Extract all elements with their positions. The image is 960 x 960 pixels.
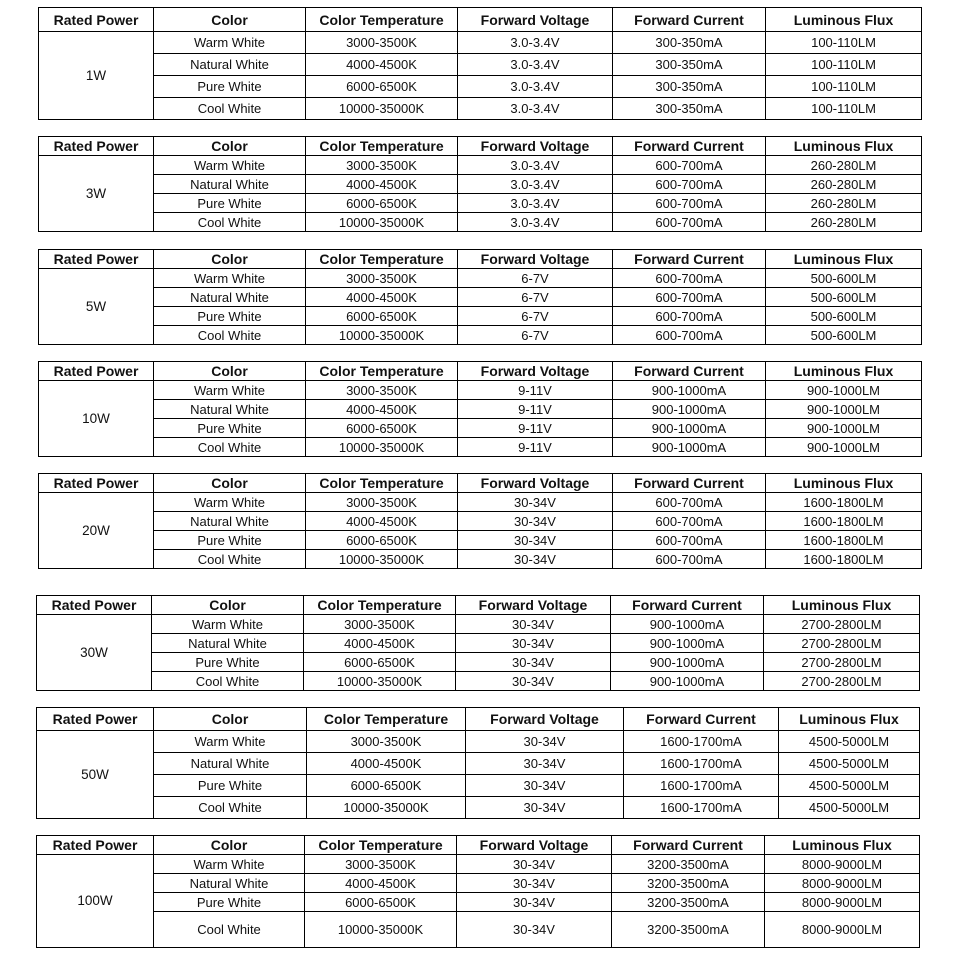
header-color: Color [154,474,306,493]
current-cell: 900-1000mA [613,381,766,400]
table-row [39,269,922,288]
header-rated-power: Rated Power [39,250,154,269]
header-color: Color [154,708,307,731]
current-cell: 300-350mA [613,98,766,120]
temperature-cell: 10000-35000K [306,98,458,120]
color-cell: Natural White [154,753,307,775]
flux-cell: 2700-2800LM [764,672,920,691]
table-row [39,550,922,569]
color-cell: Cool White [154,912,305,948]
table-row [37,893,920,912]
header-forward-current: Forward Current [612,836,765,855]
flux-cell: 1600-1800LM [766,493,922,512]
color-cell: Pure White [154,775,307,797]
table-row [39,381,922,400]
color-cell: Natural White [154,400,306,419]
header-color-temperature: Color Temperature [304,596,456,615]
table-row [37,753,920,775]
temperature-cell: 10000-35000K [306,438,458,457]
header-rated-power: Rated Power [39,137,154,156]
temperature-cell: 3000-3500K [306,493,458,512]
color-cell: Natural White [154,54,306,76]
table-row [39,194,922,213]
header-color: Color [152,596,304,615]
temperature-cell: 4000-4500K [306,175,458,194]
table-row [39,175,922,194]
color-cell: Cool White [154,438,306,457]
temperature-cell: 4000-4500K [306,400,458,419]
header-forward-voltage: Forward Voltage [457,836,612,855]
flux-cell: 1600-1800LM [766,550,922,569]
table-row [39,32,922,54]
color-cell: Pure White [154,194,306,213]
header-color: Color [154,836,305,855]
header-color-temperature: Color Temperature [306,137,458,156]
header-row [39,137,922,156]
header-row [39,474,922,493]
table-row [39,288,922,307]
color-cell: Warm White [154,855,305,874]
voltage-cell: 30-34V [458,531,613,550]
header-forward-voltage: Forward Voltage [458,137,613,156]
flux-cell: 8000-9000LM [765,893,920,912]
voltage-cell: 30-34V [457,912,612,948]
table-row [39,531,922,550]
color-cell: Warm White [154,381,306,400]
temperature-cell: 4000-4500K [306,512,458,531]
color-cell: Cool White [154,797,307,819]
current-cell: 900-1000mA [611,653,764,672]
header-luminous-flux: Luminous Flux [765,836,920,855]
table-row [39,438,922,457]
rated-power-cell: 5W [39,269,154,345]
flux-cell: 500-600LM [766,307,922,326]
temperature-cell: 3000-3500K [306,381,458,400]
temperature-cell: 6000-6500K [306,419,458,438]
flux-cell: 260-280LM [766,156,922,175]
rated-power-cell: 10W [39,381,154,457]
voltage-cell: 30-34V [457,874,612,893]
rated-power-cell: 30W [37,615,152,691]
current-cell: 3200-3500mA [612,855,765,874]
temperature-cell: 3000-3500K [304,615,456,634]
voltage-cell: 30-34V [456,634,611,653]
header-color: Color [154,362,306,381]
table-row [39,54,922,76]
flux-cell: 100-110LM [766,54,922,76]
voltage-cell: 30-34V [466,753,624,775]
header-color-temperature: Color Temperature [306,362,458,381]
temperature-cell: 3000-3500K [305,855,457,874]
color-cell: Warm White [154,269,306,288]
current-cell: 600-700mA [613,194,766,213]
current-cell: 3200-3500mA [612,874,765,893]
current-cell: 600-700mA [613,307,766,326]
flux-cell: 4500-5000LM [779,753,920,775]
color-cell: Pure White [154,419,306,438]
flux-cell: 100-110LM [766,76,922,98]
flux-cell: 8000-9000LM [765,874,920,893]
flux-cell: 500-600LM [766,269,922,288]
voltage-cell: 3.0-3.4V [458,194,613,213]
flux-cell: 2700-2800LM [764,615,920,634]
temperature-cell: 6000-6500K [305,893,457,912]
spec-table-1w [38,7,922,120]
header-row [39,362,922,381]
color-cell: Pure White [154,76,306,98]
header-luminous-flux: Luminous Flux [766,137,922,156]
spec-table-20w [38,473,922,569]
voltage-cell: 9-11V [458,381,613,400]
voltage-cell: 30-34V [456,672,611,691]
flux-cell: 100-110LM [766,98,922,120]
rated-power-cell: 50W [37,731,154,819]
header-forward-current: Forward Current [613,362,766,381]
flux-cell: 260-280LM [766,194,922,213]
flux-cell: 1600-1800LM [766,512,922,531]
header-color-temperature: Color Temperature [306,250,458,269]
rated-power-cell: 100W [37,855,154,948]
header-forward-voltage: Forward Voltage [458,474,613,493]
header-forward-current: Forward Current [613,137,766,156]
flux-cell: 2700-2800LM [764,653,920,672]
table-row [37,912,920,948]
color-cell: Natural White [154,512,306,531]
header-forward-voltage: Forward Voltage [458,362,613,381]
voltage-cell: 9-11V [458,400,613,419]
color-cell: Cool White [154,98,306,120]
table-row [39,326,922,345]
voltage-cell: 30-34V [466,731,624,753]
temperature-cell: 6000-6500K [306,194,458,213]
header-luminous-flux: Luminous Flux [766,250,922,269]
color-cell: Warm White [154,156,306,175]
color-cell: Natural White [152,634,304,653]
color-cell: Natural White [154,874,305,893]
table-row [39,512,922,531]
header-forward-voltage: Forward Voltage [456,596,611,615]
header-rated-power: Rated Power [37,836,154,855]
current-cell: 300-350mA [613,76,766,98]
spec-table-100w [36,835,920,948]
temperature-cell: 4000-4500K [306,54,458,76]
temperature-cell: 3000-3500K [307,731,466,753]
header-rated-power: Rated Power [37,708,154,731]
table-row [39,493,922,512]
current-cell: 600-700mA [613,531,766,550]
table-row [39,76,922,98]
flux-cell: 4500-5000LM [779,797,920,819]
voltage-cell: 3.0-3.4V [458,76,613,98]
header-luminous-flux: Luminous Flux [766,474,922,493]
rated-power-cell: 20W [39,493,154,569]
temperature-cell: 4000-4500K [307,753,466,775]
spec-table-3w [38,136,922,232]
current-cell: 1600-1700mA [624,731,779,753]
voltage-cell: 3.0-3.4V [458,32,613,54]
voltage-cell: 30-34V [457,855,612,874]
current-cell: 900-1000mA [613,419,766,438]
color-cell: Natural White [154,288,306,307]
voltage-cell: 3.0-3.4V [458,54,613,76]
header-rated-power: Rated Power [37,596,152,615]
table-row [37,797,920,819]
table-row [37,775,920,797]
voltage-cell: 30-34V [458,493,613,512]
temperature-cell: 6000-6500K [304,653,456,672]
voltage-cell: 30-34V [457,893,612,912]
header-forward-current: Forward Current [613,8,766,32]
temperature-cell: 10000-35000K [305,912,457,948]
color-cell: Pure White [154,531,306,550]
voltage-cell: 6-7V [458,288,613,307]
table-row [39,307,922,326]
current-cell: 900-1000mA [613,400,766,419]
flux-cell: 500-600LM [766,326,922,345]
current-cell: 1600-1700mA [624,775,779,797]
color-cell: Warm White [152,615,304,634]
current-cell: 900-1000mA [611,615,764,634]
table-row [39,98,922,120]
color-cell: Cool White [154,550,306,569]
temperature-cell: 10000-35000K [304,672,456,691]
temperature-cell: 10000-35000K [306,550,458,569]
temperature-cell: 10000-35000K [306,326,458,345]
current-cell: 600-700mA [613,175,766,194]
header-row [37,708,920,731]
temperature-cell: 10000-35000K [306,213,458,232]
flux-cell: 8000-9000LM [765,912,920,948]
flux-cell: 900-1000LM [766,381,922,400]
voltage-cell: 9-11V [458,438,613,457]
header-rated-power: Rated Power [39,474,154,493]
current-cell: 1600-1700mA [624,753,779,775]
temperature-cell: 3000-3500K [306,32,458,54]
current-cell: 300-350mA [613,54,766,76]
temperature-cell: 4000-4500K [306,288,458,307]
header-color-temperature: Color Temperature [305,836,457,855]
table-row [37,874,920,893]
voltage-cell: 30-34V [458,550,613,569]
color-cell: Warm White [154,493,306,512]
header-forward-voltage: Forward Voltage [458,8,613,32]
flux-cell: 4500-5000LM [779,731,920,753]
table-row [39,156,922,175]
current-cell: 300-350mA [613,32,766,54]
temperature-cell: 6000-6500K [307,775,466,797]
header-color: Color [154,250,306,269]
header-forward-current: Forward Current [613,474,766,493]
table-row [39,419,922,438]
table-row [37,731,920,753]
temperature-cell: 6000-6500K [306,531,458,550]
temperature-cell: 4000-4500K [305,874,457,893]
current-cell: 600-700mA [613,326,766,345]
voltage-cell: 9-11V [458,419,613,438]
temperature-cell: 6000-6500K [306,307,458,326]
header-forward-current: Forward Current [624,708,779,731]
current-cell: 3200-3500mA [612,912,765,948]
flux-cell: 500-600LM [766,288,922,307]
current-cell: 900-1000mA [611,634,764,653]
voltage-cell: 30-34V [456,653,611,672]
table-row [39,400,922,419]
voltage-cell: 3.0-3.4V [458,213,613,232]
header-forward-voltage: Forward Voltage [458,250,613,269]
flux-cell: 900-1000LM [766,400,922,419]
current-cell: 600-700mA [613,156,766,175]
temperature-cell: 4000-4500K [304,634,456,653]
header-color: Color [154,137,306,156]
table-row [39,213,922,232]
table-row [37,672,920,691]
temperature-cell: 3000-3500K [306,156,458,175]
table-row [37,615,920,634]
flux-cell: 2700-2800LM [764,634,920,653]
flux-cell: 8000-9000LM [765,855,920,874]
voltage-cell: 3.0-3.4V [458,98,613,120]
flux-cell: 4500-5000LM [779,775,920,797]
current-cell: 900-1000mA [611,672,764,691]
color-cell: Warm White [154,32,306,54]
temperature-cell: 3000-3500K [306,269,458,288]
current-cell: 600-700mA [613,213,766,232]
color-cell: Cool White [154,326,306,345]
color-cell: Pure White [154,307,306,326]
table-row [37,634,920,653]
header-forward-current: Forward Current [613,250,766,269]
color-cell: Cool White [154,213,306,232]
color-cell: Natural White [154,175,306,194]
current-cell: 3200-3500mA [612,893,765,912]
header-color-temperature: Color Temperature [306,474,458,493]
header-row [39,250,922,269]
current-cell: 1600-1700mA [624,797,779,819]
current-cell: 600-700mA [613,288,766,307]
flux-cell: 260-280LM [766,175,922,194]
header-luminous-flux: Luminous Flux [766,8,922,32]
voltage-cell: 6-7V [458,326,613,345]
current-cell: 600-700mA [613,550,766,569]
rated-power-cell: 3W [39,156,154,232]
header-color: Color [154,8,306,32]
voltage-cell: 3.0-3.4V [458,175,613,194]
header-luminous-flux: Luminous Flux [779,708,920,731]
voltage-cell: 6-7V [458,307,613,326]
spec-table-10w [38,361,922,457]
header-forward-current: Forward Current [611,596,764,615]
flux-cell: 900-1000LM [766,419,922,438]
current-cell: 600-700mA [613,512,766,531]
color-cell: Pure White [154,893,305,912]
voltage-cell: 30-34V [466,797,624,819]
color-cell: Cool White [152,672,304,691]
voltage-cell: 6-7V [458,269,613,288]
spec-table-50w [36,707,920,819]
header-luminous-flux: Luminous Flux [766,362,922,381]
header-row [39,8,922,32]
header-row [37,596,920,615]
header-color-temperature: Color Temperature [306,8,458,32]
current-cell: 600-700mA [613,269,766,288]
voltage-cell: 30-34V [458,512,613,531]
voltage-cell: 3.0-3.4V [458,156,613,175]
temperature-cell: 10000-35000K [307,797,466,819]
temperature-cell: 6000-6500K [306,76,458,98]
flux-cell: 900-1000LM [766,438,922,457]
header-row [37,836,920,855]
current-cell: 600-700mA [613,493,766,512]
spec-table-5w [38,249,922,345]
header-forward-voltage: Forward Voltage [466,708,624,731]
color-cell: Warm White [154,731,307,753]
voltage-cell: 30-34V [456,615,611,634]
current-cell: 900-1000mA [613,438,766,457]
header-rated-power: Rated Power [39,362,154,381]
color-cell: Pure White [152,653,304,672]
table-row [37,653,920,672]
header-luminous-flux: Luminous Flux [764,596,920,615]
rated-power-cell: 1W [39,32,154,120]
voltage-cell: 30-34V [466,775,624,797]
flux-cell: 100-110LM [766,32,922,54]
flux-cell: 1600-1800LM [766,531,922,550]
header-color-temperature: Color Temperature [307,708,466,731]
table-row [37,855,920,874]
header-rated-power: Rated Power [39,8,154,32]
spec-table-30w [36,595,920,691]
flux-cell: 260-280LM [766,213,922,232]
